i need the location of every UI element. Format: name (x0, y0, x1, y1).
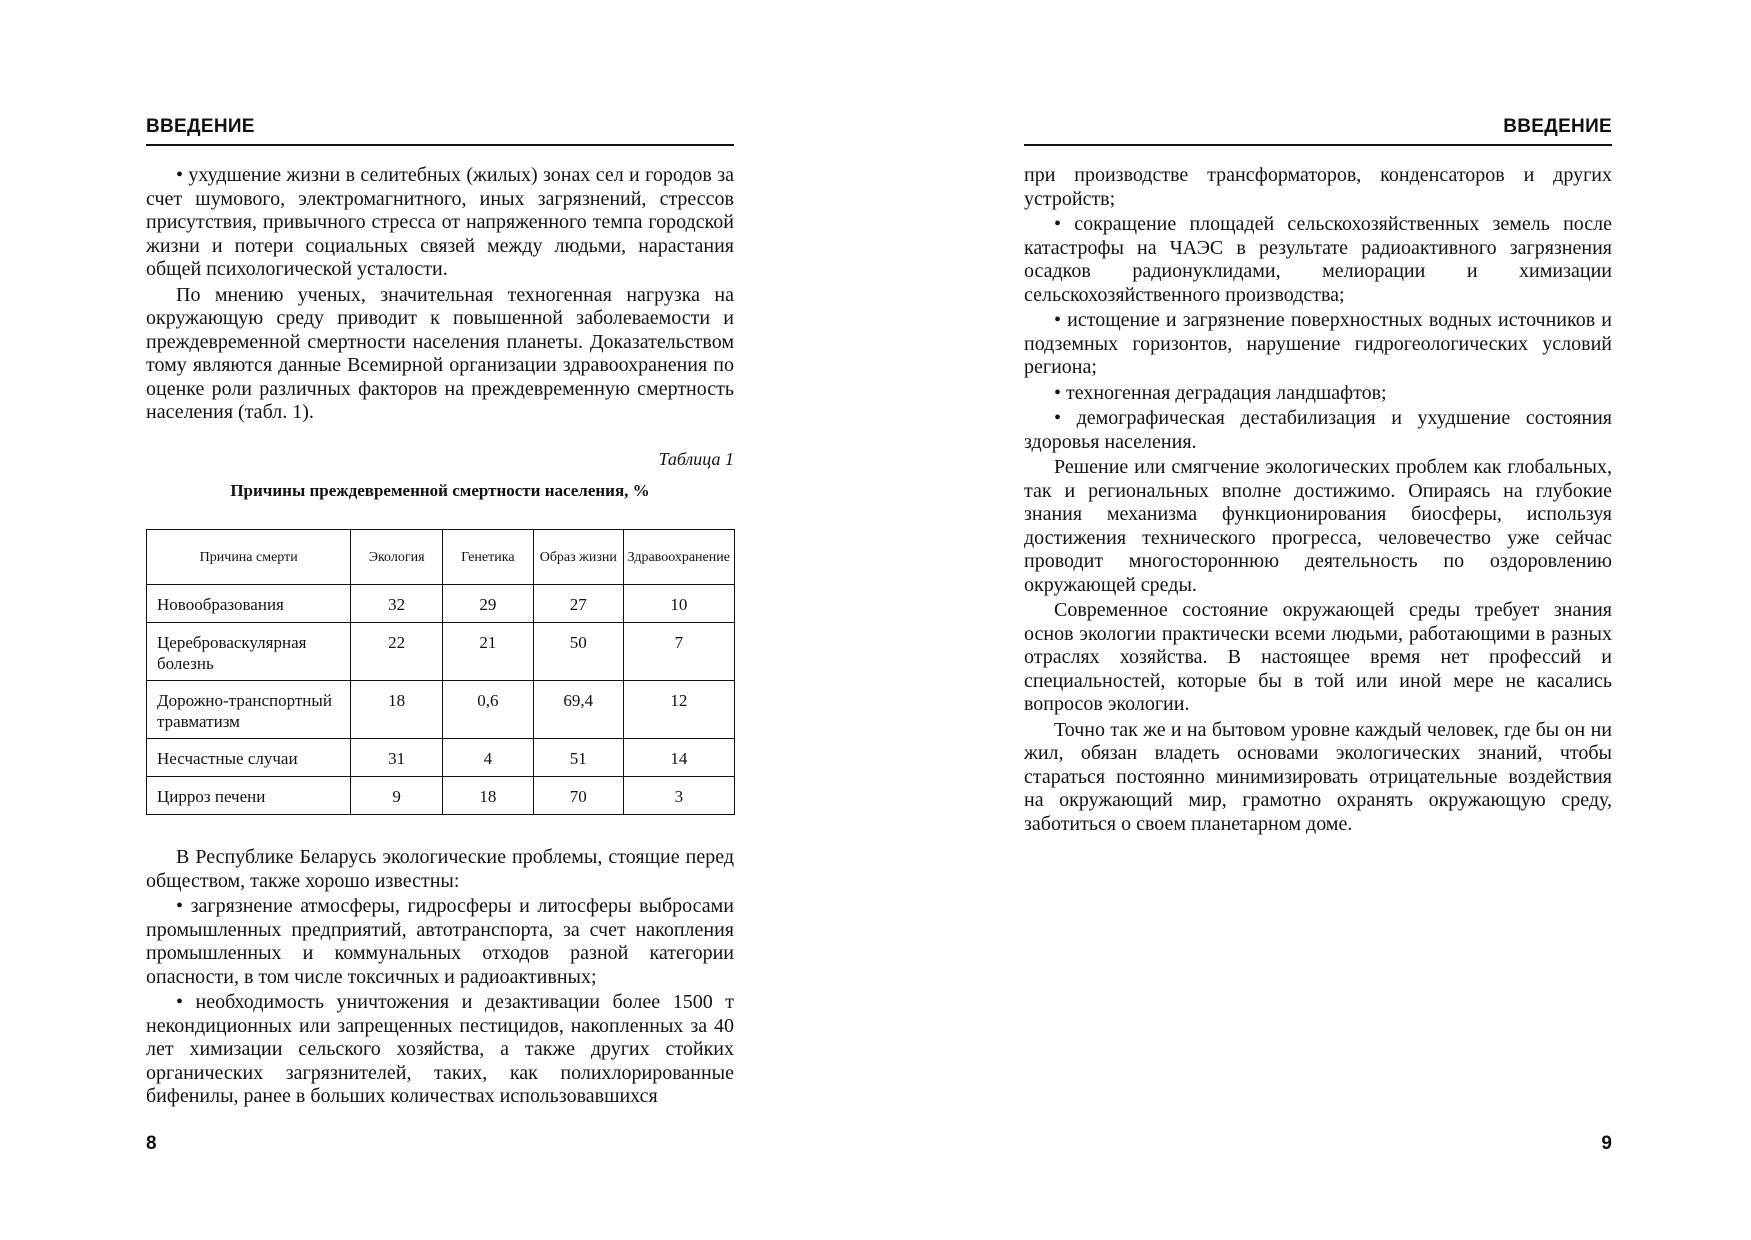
table-cell: 12 (623, 681, 734, 739)
running-head: ВВЕДЕНИЕ (1503, 116, 1612, 137)
paragraph: • загрязнение атмосферы, гидросферы и литосферы выбросами промышленных предприятий, автотранспорта, за счет накопления промышленных и коммунальных отходов разной категории опасности, в том числе токсичных и радиоактивных; (146, 895, 734, 988)
paragraph: • ухудшение жизни в селитебных (жилых) зонах сел и городов за счет шумового, электромагнитного, иных загрязнений, стрессов присутствия, привычного стресса от напряженного темпа городской жизни и потери социальных связей между людьми, нарастания общей психологической усталости. (146, 164, 734, 280)
table-cell: 9 (351, 777, 442, 815)
header-rule (146, 144, 734, 146)
table-cell: 0,6 (442, 681, 533, 739)
column-header: Экология (351, 530, 442, 585)
header-rule (1024, 144, 1612, 146)
column-header: Причина смерти (147, 530, 351, 585)
paragraph: Точно так же и на бытовом уровне каждый человек, где бы он ни жил, обязан владеть основами экологических знаний, чтобы стараться постоянно минимизировать отрицательные воздействия на окружающий мир, грамотно охранять окружающую среду, заботиться о своем планетарном доме. (1024, 718, 1612, 835)
table-row (147, 585, 735, 623)
table-cell: 70 (533, 777, 623, 815)
paragraph: Решение или смягчение экологических проблем как глобальных, так и региональных вполне достижимо. Опираясь на глубокие знания механизма функционирования биосферы, используя достижения технического прогресса, человечество уже сейчас проводит многостороннюю деятельность по оздоровлению окружающей среды. (1024, 456, 1612, 596)
table-cell: 27 (533, 585, 623, 623)
table-cell: 32 (351, 585, 442, 623)
column-header: Образ жизни (533, 530, 623, 585)
table-cell: 50 (533, 623, 623, 681)
paragraph: • демографическая дестабилизация и ухудшение состояния здоровья населения. (1024, 407, 1612, 453)
row-label: Цирроз печени (147, 777, 351, 815)
paragraph: По мнению ученых, значительная техногенная нагрузка на окружающую среду приводит к повышенной заболеваемости и преждевременной смертности населения планеты. Доказательством тому являются данные Всемирной организации здравоохранения по оценке роли различных факторов на преждевременную смертность населения (табл. 1). (146, 283, 734, 423)
table-title: Причины преждевременной смертности населения, % (230, 481, 650, 500)
table-cell: 51 (533, 739, 623, 777)
column-header: Генетика (442, 530, 533, 585)
paragraph: • техногенная деградация ландшафтов; (1054, 381, 1387, 404)
page-number: 8 (146, 1133, 157, 1154)
table-row (147, 623, 735, 681)
table-cell: 29 (442, 585, 533, 623)
body-text-bottom (146, 846, 734, 1111)
paragraph: Современное состояние окружающей среды требует знания основ экологии практически всеми людьми, работающими в разных отраслях хозяйства. В настоящее время нет профессий и специальностей, которые бы в той или иной мере не касались вопросов экологии. (1024, 599, 1612, 715)
table-cell: 22 (351, 623, 442, 681)
table-label: Таблица 1 (658, 449, 734, 469)
mortality-table (146, 529, 735, 815)
table-row (147, 681, 735, 739)
body-text (1024, 164, 1612, 838)
table-header-row (147, 530, 735, 585)
row-label: Дорожно-транспортный травматизм (147, 681, 351, 739)
table-cell: 69,4 (533, 681, 623, 739)
table-row (147, 777, 735, 815)
table-cell: 3 (623, 777, 734, 815)
row-label: Цереброваскулярная болезнь (147, 623, 351, 681)
paragraph: В Республике Беларусь экологические проблемы, стоящие перед обществом, также хорошо известны: (146, 846, 734, 892)
table-cell: 21 (442, 623, 533, 681)
body-text-top (146, 164, 734, 427)
table-cell: 4 (442, 739, 533, 777)
table-row (147, 739, 735, 777)
paragraph: • сокращение площадей сельскохозяйственных земель после катастрофы на ЧАЭС в результате радиоактивного загрязнения осадков радионуклидами, мелиорации и химизации сельскохозяйственного производства; (1024, 213, 1612, 306)
row-label: Несчастные случаи (147, 739, 351, 777)
column-header: Здравоохранение (623, 530, 734, 585)
table-cell: 18 (351, 681, 442, 739)
table-cell: 10 (623, 585, 734, 623)
table-cell: 31 (351, 739, 442, 777)
running-head: ВВЕДЕНИЕ (146, 116, 255, 137)
table-cell: 18 (442, 777, 533, 815)
table-cell: 7 (623, 623, 734, 681)
paragraph-continuation: при производстве трансформаторов, конденсаторов и других устройств; (1024, 164, 1612, 210)
page-number: 9 (1601, 1133, 1612, 1154)
row-label: Новообразования (147, 585, 351, 623)
paragraph: • необходимость уничтожения и дезактивации более 1500 т некондиционных или запрещенных пестицидов, накопленных за 40 лет химизации сельского хозяйства, а также других стойких органических загрязнителей, таких, как полихлорированные бифенилы, ранее в больших количествах использовавшихся (146, 991, 734, 1107)
table-cell: 14 (623, 739, 734, 777)
paragraph: • истощение и загрязнение поверхностных водных источников и подземных горизонтов, нарушение гидрогеологических условий региона; (1024, 309, 1612, 378)
